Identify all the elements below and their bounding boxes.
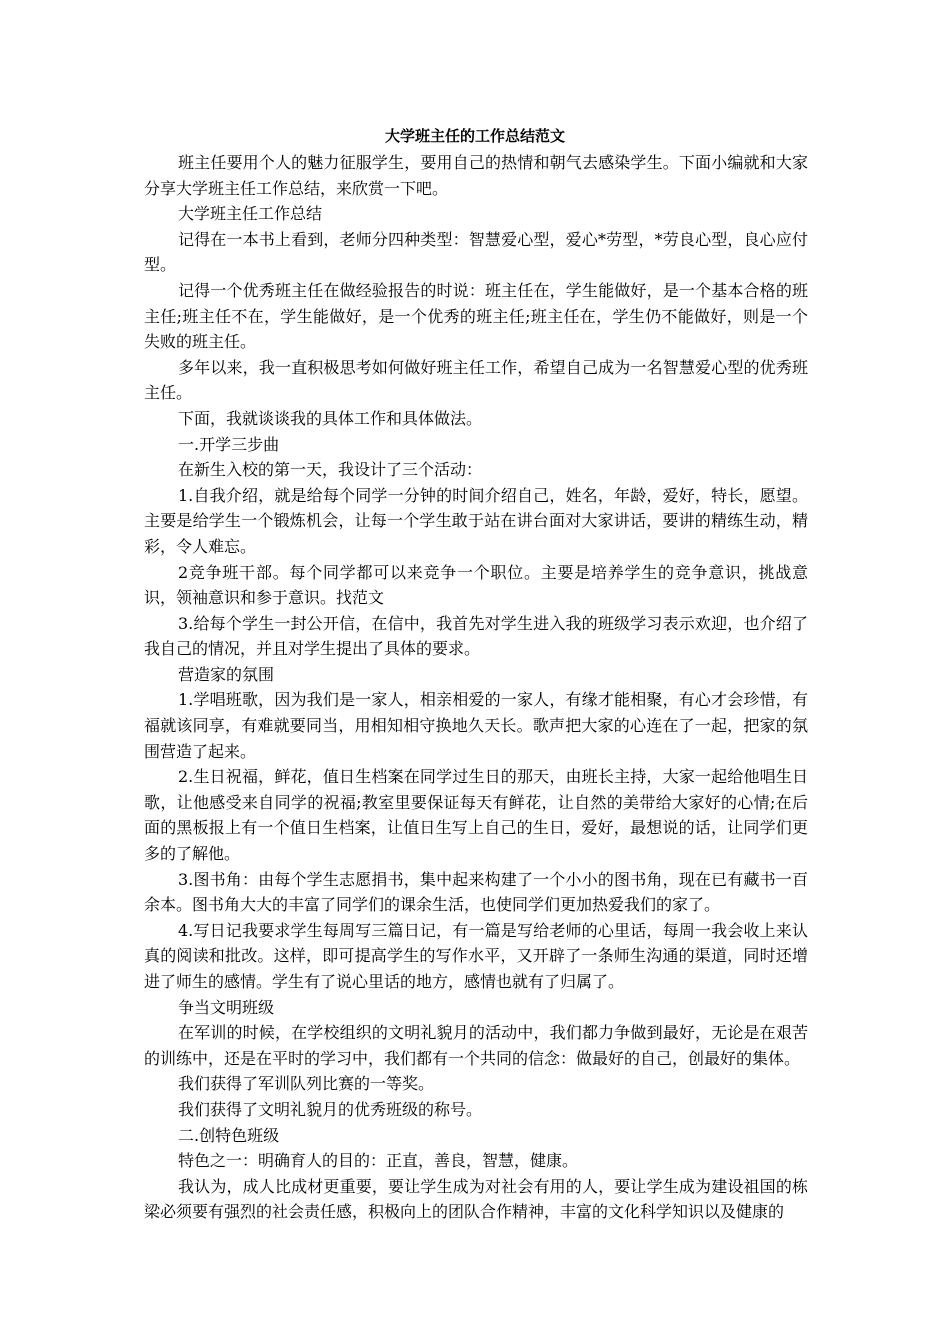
paragraph: 我认为，成人比成材更重要，要让学生成为对社会有用的人，要让学生成为建设祖国的栋梁必须要有强烈的社会责任感，积极向上的团队合作精神，丰富的文化科学知识以及健康的 (144, 1176, 808, 1222)
paragraph: 多年以来，我一直积极思考如何做好班主任工作，希望自己成为一名智慧爱心型的优秀班主任。 (144, 357, 808, 403)
paragraph: 记得一个优秀班主任在做经验报告的时说：班主任在，学生能做好，是一个基本合格的班主任;班主任不在，学生能做好，是一个优秀的班主任;班主任在，学生仍不能做好，则是一个失败的班主任。 (144, 280, 808, 352)
list-item: 1.学唱班歌，因为我们是一家人，相亲相爱的一家人，有缘才能相聚，有心才会珍惜，有福就该同享，有难就要同当，用相知相守换地久天长。歌声把大家的心连在了一起，把家的氛围营造了起来。 (144, 690, 808, 761)
document-title: 大学班主任的工作总结范文 (384, 127, 565, 145)
section-heading-1: 一.开学三步曲 (178, 434, 280, 454)
paragraph: 下面，我就谈谈我的具体工作和具体做法。 (178, 408, 483, 428)
paragraph: 在军训的时候，在学校组织的文明礼貌月的活动中，我们都力争做到最好，无论是在艰苦的训练中，还是在平时的学习中，我们都有一个共同的信念：做最好的自己，创最好的集体。 (144, 1023, 808, 1068)
section-heading-family: 营造家的氛围 (178, 664, 275, 684)
paragraph: 特色之一：明确育人的目的：正直，善良，智慧，健康。 (178, 1151, 579, 1171)
section-heading-summary: 大学班主任工作总结 (178, 204, 323, 224)
document-body (144, 150, 808, 1225)
section-heading-civilized: 争当文明班级 (178, 997, 275, 1017)
paragraph: 我们获得了文明礼貌月的优秀班级的称号。 (178, 1099, 483, 1119)
list-item: 2.生日祝福，鲜花，值日生档案在同学过生日的那天，由班长主持，大家一起给他唱生日歌，让他感受来自同学的祝福;教室里要保证每天有鲜花，让自然的美带给大家好的心情;在后面的黑板报上有一个值日生档案，让值日生写上自己的生日，爱好，最想说的话，让同学们更多的了解他。 (144, 767, 808, 864)
list-item: 4.写日记我要求学生每周写三篇日记，有一篇是写给老师的心里话，每周一我会收上来认真的阅读和批改。这样，即可提高学生的写作水平，又开辟了一条师生沟通的渠道，同时还增进了师生的感情。学生有了说心里话的地方，感情也就有了归属了。 (144, 920, 808, 991)
paragraph: 记得在一本书上看到，老师分四种类型：智慧爱心型，爱心*劳型，*劳良心型，良心应付型。 (144, 229, 808, 275)
paragraph: 我们获得了军训队列比赛的一等奖。 (178, 1074, 435, 1094)
list-item: 2竞争班干部。每个同学都可以来竞争一个职位。主要是培养学生的竞争意识，挑战意识，领袖意识和参于意识。找范文 (144, 562, 808, 608)
list-item: 3.图书角：由每个学生志愿捐书，集中起来构建了一个小小的图书角，现在已有藏书一百余本。图书角大大的丰富了同学们的课余生活，也使同学们更加热爱我们的家了。 (144, 869, 808, 915)
list-item: 1.自我介绍，就是给每个同学一分钟的时间介绍自己，姓名，年龄，爱好，特长，愿望。主要是给学生一个锻炼机会，让每一个学生敢于站在讲台面对大家讲话，要讲的精练生动，精彩，令人难忘。 (144, 485, 808, 556)
section-heading-2: 二.创特色班级 (178, 1125, 280, 1145)
list-item: 3.给每个学生一封公开信，在信中，我首先对学生进入我的班级学习表示欢迎，也介绍了我自己的情况，并且对学生提出了具体的要求。 (144, 613, 808, 659)
paragraph-intro: 班主任要用个人的魅力征服学生，要用自己的热情和朝气去感染学生。下面小编就和大家分享大学班主任工作总结，来欣赏一下吧。 (144, 153, 808, 198)
paragraph: 在新生入校的第一天，我设计了三个活动： (178, 460, 483, 480)
